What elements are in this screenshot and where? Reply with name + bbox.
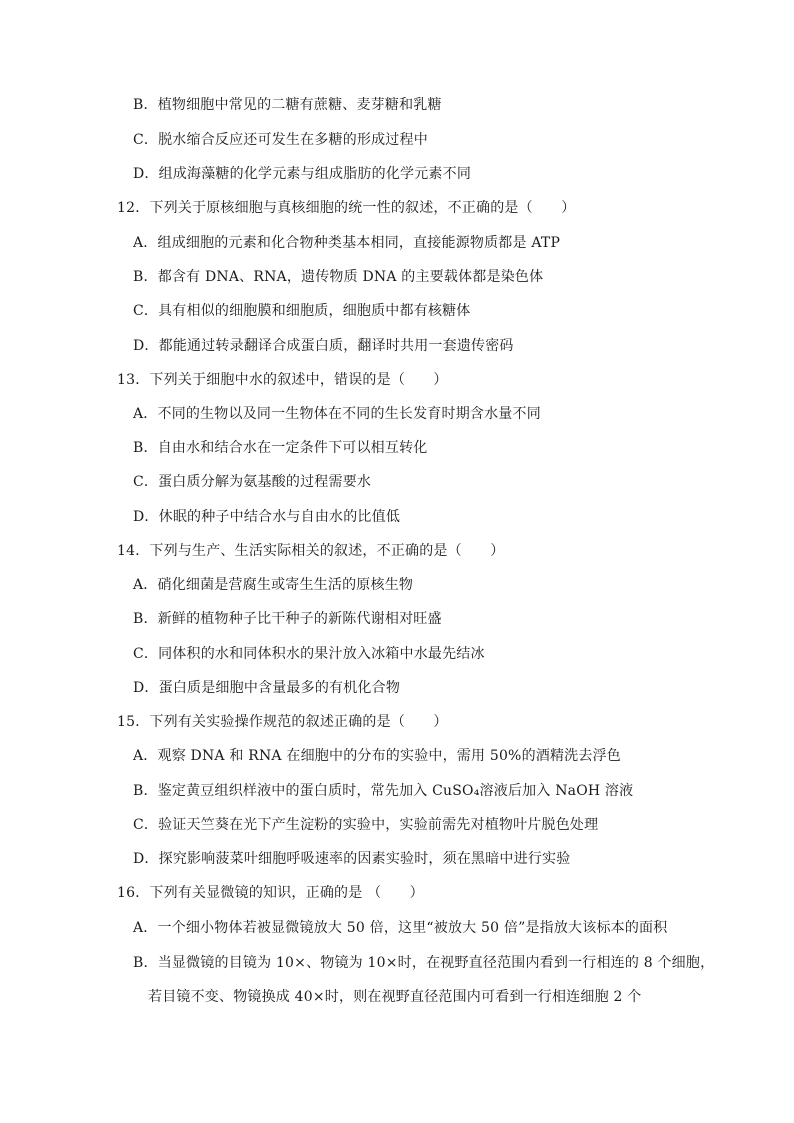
option-d-q15: D．探究影响菠菜叶细胞呼吸速率的因素实验时，须在黑暗中进行实验 — [133, 851, 571, 867]
question-13: 13．下列关于细胞中水的叙述中，错误的是（ ） — [117, 372, 448, 388]
option-c-q12: C．具有相似的细胞膜和细胞质，细胞质中都有核糖体 — [133, 303, 471, 319]
question-15: 15．下列有关实验操作规范的叙述正确的是（ ） — [117, 714, 448, 730]
option-a-q14: A．硝化细菌是营腐生或寄生生活的原核生物 — [133, 577, 414, 593]
option-c-q13: C．蛋白质分解为氨基酸的过程需要水 — [133, 474, 372, 490]
question-12: 12．下列关于原核细胞与真核细胞的统一性的叙述，不正确的是（ ） — [117, 200, 576, 216]
option-c-q11: C．脱水缩合反应还可发生在多糖的形成过程中 — [133, 132, 428, 148]
option-b-q12: B．都含有 DNA、RNA，遗传物质 DNA 的主要载体都是染色体 — [133, 269, 544, 285]
option-b-q16: B．当显微镜的目镜为 10×、物镜为 10×时，在视野直径范围内看到一行相连的 8 个细胞， — [133, 955, 715, 971]
option-b-q15: B．鉴定黄豆组织样液中的蛋白质时，常先加入 CuSO₄溶液后加入 NaOH 溶液 — [133, 783, 634, 799]
option-a-q16: A．一个细小物体若被显微镜放大 50 倍，这里“被放大 50 倍”是指放大该标本的面积 — [133, 920, 668, 936]
option-d-q14: D．蛋白质是细胞中含量最多的有机化合物 — [133, 680, 401, 696]
question-16: 16．下列有关显微镜的知识，正确的是 （ ） — [117, 885, 424, 901]
option-b-q13: B．自由水和结合水在一定条件下可以相互转化 — [133, 440, 428, 456]
option-a-q12: A．组成细胞的元素和化合物种类基本相同，直接能源物质都是 ATP — [133, 235, 561, 251]
option-b-q11: B．植物细胞中常见的二糖有蔗糖、麦芽糖和乳糖 — [133, 97, 442, 113]
option-b-q16-continuation: 若目镜不变、物镜换成 40×时，则在视野直径范围内可看到一行相连细胞 2 个 — [148, 989, 642, 1005]
option-c-q14: C．同体积的水和同体积水的果汁放入冰箱中水最先结冰 — [133, 646, 485, 662]
question-14: 14．下列与生产、生活实际相关的叙述，不正确的是（ ） — [117, 543, 505, 559]
option-d-q12: D．都能通过转录翻译合成蛋白质，翻译时共用一套遗传密码 — [133, 338, 514, 354]
option-a-q13: A．不同的生物以及同一生物体在不同的生长发育时期含水量不同 — [133, 406, 541, 422]
option-c-q15: C．验证天竺葵在光下产生淀粉的实验中，实验前需先对植物叶片脱色处理 — [133, 817, 599, 833]
option-a-q15: A．观察 DNA 和 RNA 在细胞中的分布的实验中，需用 50%的酒精洗去浮色 — [133, 748, 621, 764]
option-b-q14: B．新鲜的植物种子比干种子的新陈代谢相对旺盛 — [133, 611, 442, 627]
option-d-q13: D．休眠的种子中结合水与自由水的比值低 — [133, 509, 401, 525]
option-d-q11: D．组成海藻糖的化学元素与组成脂肪的化学元素不同 — [133, 166, 472, 182]
